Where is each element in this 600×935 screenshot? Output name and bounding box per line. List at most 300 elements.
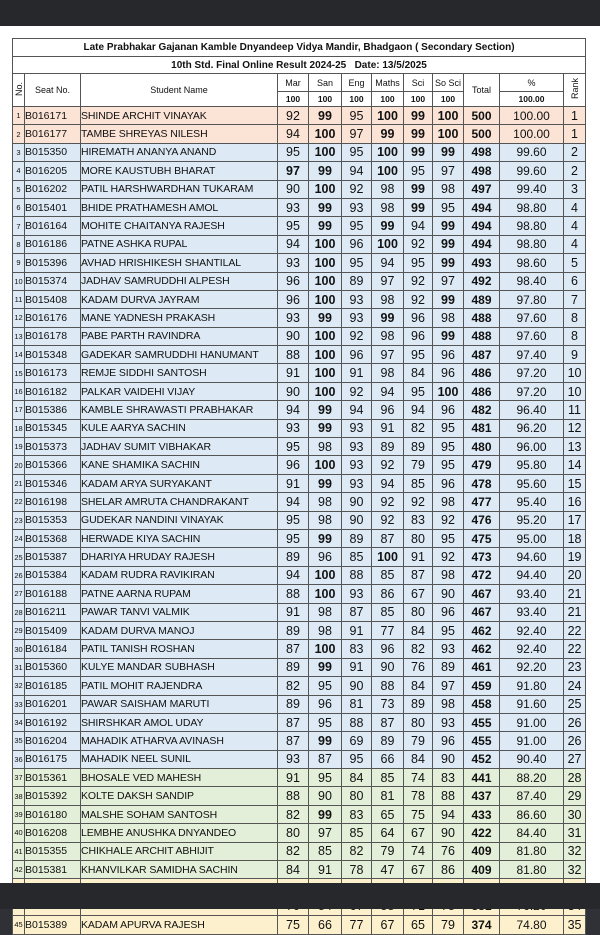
- cell-rank: 4: [564, 198, 586, 216]
- cell-mar: 88: [278, 346, 309, 364]
- cell-sosci: 100: [433, 382, 464, 400]
- cell-san: 98: [309, 621, 342, 639]
- cell-maths: 64: [372, 824, 404, 842]
- cell-eng: 95: [342, 107, 372, 125]
- cell-maths: 73: [372, 695, 404, 713]
- cell-san: 96: [309, 695, 342, 713]
- cell-san: 99: [309, 529, 342, 547]
- cell-sci: 91: [404, 548, 433, 566]
- cell-san: 100: [309, 143, 342, 161]
- cell-no: 42: [13, 861, 25, 879]
- cell-no: 24: [13, 529, 25, 547]
- table-row: [13, 677, 586, 695]
- cell-total: 478: [464, 474, 500, 492]
- cell-maths: 92: [372, 511, 404, 529]
- cell-maths: 96: [372, 401, 404, 419]
- cell-total: 409: [464, 842, 500, 860]
- cell-seat: B016184: [25, 640, 81, 658]
- cell-pct: 97.20: [500, 364, 564, 382]
- cell-pct: 96.40: [500, 401, 564, 419]
- cell-seat: B016185: [25, 677, 81, 695]
- cell-name: KADAM RUDRA RAVIKIRAN: [81, 566, 278, 584]
- cell-sosci: 96: [433, 346, 464, 364]
- cell-no: 28: [13, 603, 25, 621]
- cell-sosci: 95: [433, 419, 464, 437]
- cell-sosci: 90: [433, 824, 464, 842]
- cell-mar: 91: [278, 364, 309, 382]
- cell-san: 99: [309, 401, 342, 419]
- cell-eng: 85: [342, 824, 372, 842]
- cell-eng: 83: [342, 640, 372, 658]
- cell-mar: 94: [278, 566, 309, 584]
- cell-sci: 94: [404, 217, 433, 235]
- cell-seat: B015345: [25, 419, 81, 437]
- cell-total: 452: [464, 750, 500, 768]
- cell-san: 98: [309, 603, 342, 621]
- cell-no: 5: [13, 180, 25, 198]
- cell-pct: 98.80: [500, 217, 564, 235]
- cell-maths: 79: [372, 842, 404, 860]
- cell-mar: 96: [278, 456, 309, 474]
- cell-eng: 83: [342, 805, 372, 823]
- cell-sci: 95: [404, 254, 433, 272]
- cell-eng: 80: [342, 787, 372, 805]
- cell-eng: 96: [342, 346, 372, 364]
- cell-total: 462: [464, 640, 500, 658]
- cell-mar: 89: [278, 658, 309, 676]
- cell-sosci: 96: [433, 474, 464, 492]
- cell-pct: 90.40: [500, 750, 564, 768]
- cell-san: 99: [309, 474, 342, 492]
- cell-name: KULYE MANDAR SUBHASH: [81, 658, 278, 676]
- cell-pct: 87.40: [500, 787, 564, 805]
- cell-sci: 80: [404, 713, 433, 731]
- cell-sci: 84: [404, 364, 433, 382]
- cell-mar: 82: [278, 842, 309, 860]
- cell-seat: B015373: [25, 438, 81, 456]
- cell-no: 22: [13, 493, 25, 511]
- cell-sci: 67: [404, 585, 433, 603]
- cell-no: 4: [13, 162, 25, 180]
- cell-total: 467: [464, 585, 500, 603]
- cell-total: 461: [464, 658, 500, 676]
- cell-maths: 91: [372, 419, 404, 437]
- cell-pct: 99.60: [500, 143, 564, 161]
- cell-mar: 97: [278, 162, 309, 180]
- cell-pct: 100.00: [500, 107, 564, 125]
- cell-san: 98: [309, 438, 342, 456]
- cell-sosci: 97: [433, 677, 464, 695]
- cell-maths: 85: [372, 769, 404, 787]
- cell-name: PALKAR VAIDEHI VIJAY: [81, 382, 278, 400]
- cell-san: 90: [309, 787, 342, 805]
- cell-pct: 96.00: [500, 438, 564, 456]
- cell-san: 91: [309, 861, 342, 879]
- cell-san: 99: [309, 217, 342, 235]
- cell-no: 14: [13, 346, 25, 364]
- cell-san: 100: [309, 382, 342, 400]
- cell-no: 7: [13, 217, 25, 235]
- table-row: [13, 272, 586, 290]
- cell-rank: 22: [564, 640, 586, 658]
- cell-rank: 13: [564, 438, 586, 456]
- cell-mar: 88: [278, 585, 309, 603]
- cell-seat: B016180: [25, 805, 81, 823]
- cell-seat: B016186: [25, 235, 81, 253]
- cell-mar: 82: [278, 677, 309, 695]
- cell-san: 100: [309, 456, 342, 474]
- cell-mar: 93: [278, 750, 309, 768]
- cell-sci: 96: [404, 327, 433, 345]
- cell-sosci: 98: [433, 695, 464, 713]
- table-row: [13, 180, 586, 198]
- cell-mar: 94: [278, 493, 309, 511]
- cell-name: MOHITE CHAITANYA RAJESH: [81, 217, 278, 235]
- col-name-header: Student Name: [81, 74, 278, 107]
- cell-total: 494: [464, 217, 500, 235]
- cell-name: MANE YADNESH PRAKASH: [81, 309, 278, 327]
- cell-pct: 99.60: [500, 162, 564, 180]
- cell-sci: 80: [404, 529, 433, 547]
- cell-rank: 10: [564, 364, 586, 382]
- table-row: [13, 474, 586, 492]
- cell-name: KULE AARYA SACHIN: [81, 419, 278, 437]
- cell-mar: 95: [278, 438, 309, 456]
- cell-san: 85: [309, 842, 342, 860]
- cell-maths: 89: [372, 438, 404, 456]
- cell-seat: B015374: [25, 272, 81, 290]
- cell-total: 437: [464, 787, 500, 805]
- cell-seat: B015381: [25, 861, 81, 879]
- cell-name: MAHADIK NEEL SUNIL: [81, 750, 278, 768]
- cell-maths: 92: [372, 493, 404, 511]
- max-sci: 100: [404, 92, 433, 107]
- cell-rank: 14: [564, 456, 586, 474]
- cell-mar: 96: [278, 290, 309, 308]
- cell-name: JADHAV SAMRUDDHI ALPESH: [81, 272, 278, 290]
- result-table: [12, 38, 586, 935]
- cell-name: SHELAR AMRUTA CHANDRAKANT: [81, 493, 278, 511]
- cell-name: SHINDE ARCHIT VINAYAK: [81, 107, 278, 125]
- cell-total: 475: [464, 529, 500, 547]
- cell-mar: 95: [278, 529, 309, 547]
- cell-seat: B016208: [25, 824, 81, 842]
- cell-sci: 95: [404, 162, 433, 180]
- cell-pct: 97.40: [500, 346, 564, 364]
- cell-rank: 12: [564, 419, 586, 437]
- cell-sci: 99: [404, 107, 433, 125]
- cell-sosci: 97: [433, 272, 464, 290]
- cell-pct: 98.40: [500, 272, 564, 290]
- cell-maths: 100: [372, 235, 404, 253]
- max-mar: 100: [278, 92, 309, 107]
- cell-rank: 15: [564, 474, 586, 492]
- cell-sosci: 95: [433, 198, 464, 216]
- table-row: [13, 713, 586, 731]
- cell-rank: 2: [564, 143, 586, 161]
- cell-mar: 95: [278, 511, 309, 529]
- cell-name: MAHADIK ATHARVA AVINASH: [81, 732, 278, 750]
- cell-total: 458: [464, 695, 500, 713]
- result-sheet: [0, 26, 600, 932]
- cell-maths: 98: [372, 180, 404, 198]
- cell-rank: 16: [564, 493, 586, 511]
- cell-name: MALSHE SOHAM SANTOSH: [81, 805, 278, 823]
- cell-san: 99: [309, 658, 342, 676]
- cell-total: 482: [464, 401, 500, 419]
- cell-sci: 74: [404, 842, 433, 860]
- table-row: [13, 125, 586, 143]
- cell-eng: 93: [342, 456, 372, 474]
- cell-sci: 75: [404, 805, 433, 823]
- cell-rank: 3: [564, 180, 586, 198]
- cell-sosci: 89: [433, 658, 464, 676]
- cell-maths: 100: [372, 548, 404, 566]
- cell-rank: 35: [564, 916, 586, 934]
- cell-sci: 89: [404, 695, 433, 713]
- cell-pct: 84.40: [500, 824, 564, 842]
- cell-rank: 6: [564, 272, 586, 290]
- cell-eng: 88: [342, 566, 372, 584]
- cell-sosci: 95: [433, 529, 464, 547]
- cell-no: 15: [13, 364, 25, 382]
- cell-maths: 86: [372, 585, 404, 603]
- cell-sosci: 92: [433, 548, 464, 566]
- cell-no: 39: [13, 805, 25, 823]
- cell-name: KAMBLE SHRAWASTI PRABHAKAR: [81, 401, 278, 419]
- cell-no: 31: [13, 658, 25, 676]
- col-san-header: San: [309, 74, 342, 92]
- cell-maths: 98: [372, 290, 404, 308]
- cell-mar: 93: [278, 198, 309, 216]
- table-row: [13, 842, 586, 860]
- cell-pct: 94.60: [500, 548, 564, 566]
- cell-name: AVHAD HRISHIKESH SHANTILAL: [81, 254, 278, 272]
- cell-pct: 92.20: [500, 658, 564, 676]
- cell-mar: 91: [278, 474, 309, 492]
- cell-no: 40: [13, 824, 25, 842]
- cell-sosci: 95: [433, 456, 464, 474]
- cell-sosci: 98: [433, 493, 464, 511]
- cell-sosci: 96: [433, 364, 464, 382]
- cell-total: 455: [464, 732, 500, 750]
- cell-sci: 95: [404, 346, 433, 364]
- cell-name: BHIDE PRATHAMESH AMOL: [81, 198, 278, 216]
- cell-total: 497: [464, 180, 500, 198]
- viewer-top-bar: [0, 0, 600, 26]
- cell-maths: 65: [372, 805, 404, 823]
- cell-san: 100: [309, 235, 342, 253]
- cell-total: 500: [464, 107, 500, 125]
- cell-name: KADAM DURVA JAYRAM: [81, 290, 278, 308]
- cell-maths: 94: [372, 474, 404, 492]
- table-row: [13, 493, 586, 511]
- max-sosci: 100: [433, 92, 464, 107]
- cell-pct: 91.00: [500, 732, 564, 750]
- cell-no: 18: [13, 419, 25, 437]
- cell-total: 473: [464, 548, 500, 566]
- cell-rank: 32: [564, 861, 586, 879]
- cell-name: REMJE SIDDHI SANTOSH: [81, 364, 278, 382]
- cell-seat: B015387: [25, 548, 81, 566]
- table-row: [13, 861, 586, 879]
- cell-sosci: 98: [433, 180, 464, 198]
- cell-mar: 90: [278, 327, 309, 345]
- cell-sci: 99: [404, 198, 433, 216]
- cell-no: 12: [13, 309, 25, 327]
- cell-seat: B016175: [25, 750, 81, 768]
- cell-total: 486: [464, 382, 500, 400]
- table-row: [13, 805, 586, 823]
- cell-pct: 94.40: [500, 566, 564, 584]
- cell-eng: 85: [342, 548, 372, 566]
- cell-rank: 2: [564, 162, 586, 180]
- cell-san: 99: [309, 419, 342, 437]
- cell-sosci: 100: [433, 125, 464, 143]
- cell-seat: B016164: [25, 217, 81, 235]
- cell-rank: 28: [564, 769, 586, 787]
- cell-mar: 82: [278, 805, 309, 823]
- cell-eng: 93: [342, 198, 372, 216]
- cell-sosci: 90: [433, 750, 464, 768]
- cell-eng: 89: [342, 272, 372, 290]
- cell-rank: 26: [564, 732, 586, 750]
- cell-rank: 9: [564, 346, 586, 364]
- cell-eng: 91: [342, 658, 372, 676]
- cell-rank: 21: [564, 585, 586, 603]
- cell-eng: 96: [342, 235, 372, 253]
- table-row: [13, 309, 586, 327]
- cell-pct: 81.80: [500, 861, 564, 879]
- max-pct: 100.00: [500, 92, 564, 107]
- cell-san: 100: [309, 290, 342, 308]
- cell-sosci: 93: [433, 713, 464, 731]
- cell-total: 487: [464, 346, 500, 364]
- cell-maths: 85: [372, 566, 404, 584]
- col-pct-header: %: [500, 74, 564, 92]
- cell-sosci: 99: [433, 217, 464, 235]
- cell-sosci: 96: [433, 401, 464, 419]
- cell-pct: 92.40: [500, 640, 564, 658]
- cell-name: BHOSALE VED MAHESH: [81, 769, 278, 787]
- table-row: [13, 511, 586, 529]
- cell-maths: 100: [372, 107, 404, 125]
- cell-san: 99: [309, 107, 342, 125]
- cell-rank: 25: [564, 695, 586, 713]
- cell-total: 500: [464, 125, 500, 143]
- cell-san: 95: [309, 713, 342, 731]
- cell-sosci: 86: [433, 861, 464, 879]
- cell-sci: 84: [404, 677, 433, 695]
- cell-maths: 89: [372, 732, 404, 750]
- cell-san: 98: [309, 511, 342, 529]
- cell-seat: B016178: [25, 327, 81, 345]
- cell-pct: 95.00: [500, 529, 564, 547]
- cell-total: 455: [464, 713, 500, 731]
- cell-seat: B016211: [25, 603, 81, 621]
- cell-sosci: 88: [433, 787, 464, 805]
- cell-eng: 92: [342, 180, 372, 198]
- cell-total: 486: [464, 364, 500, 382]
- cell-sci: 76: [404, 658, 433, 676]
- cell-sosci: 98: [433, 309, 464, 327]
- cell-san: 99: [309, 162, 342, 180]
- cell-seat: B016176: [25, 309, 81, 327]
- cell-seat: B015346: [25, 474, 81, 492]
- cell-rank: 27: [564, 750, 586, 768]
- cell-pct: 86.60: [500, 805, 564, 823]
- cell-eng: 77: [342, 916, 372, 934]
- cell-eng: 90: [342, 511, 372, 529]
- cell-rank: 4: [564, 217, 586, 235]
- cell-eng: 92: [342, 382, 372, 400]
- cell-seat: B015384: [25, 566, 81, 584]
- exam-name: 10th Std. Final Online Result 2024-25: [171, 59, 347, 71]
- cell-eng: 89: [342, 529, 372, 547]
- cell-name: DHARIYA HRUDAY RAJESH: [81, 548, 278, 566]
- cell-maths: 94: [372, 254, 404, 272]
- table-row: [13, 107, 586, 125]
- cell-seat: B015401: [25, 198, 81, 216]
- cell-total: 498: [464, 143, 500, 161]
- cell-total: 494: [464, 198, 500, 216]
- exam-date: Date: 13/5/2025: [354, 59, 427, 71]
- cell-total: 477: [464, 493, 500, 511]
- cell-mar: 87: [278, 732, 309, 750]
- cell-san: 99: [309, 805, 342, 823]
- cell-no: 1: [13, 107, 25, 125]
- max-eng: 100: [342, 92, 372, 107]
- table-row: [13, 401, 586, 419]
- cell-pct: 97.60: [500, 327, 564, 345]
- cell-sci: 80: [404, 603, 433, 621]
- cell-maths: 90: [372, 658, 404, 676]
- table-row: [13, 235, 586, 253]
- cell-san: 100: [309, 125, 342, 143]
- cell-seat: B015350: [25, 143, 81, 161]
- max-maths: 100: [372, 92, 404, 107]
- cell-sosci: 99: [433, 254, 464, 272]
- cell-no: 45: [13, 916, 25, 934]
- cell-no: 8: [13, 235, 25, 253]
- cell-pct: 91.80: [500, 677, 564, 695]
- cell-pct: 99.40: [500, 180, 564, 198]
- cell-pct: 74.80: [500, 916, 564, 934]
- cell-pct: 97.60: [500, 309, 564, 327]
- cell-rank: 29: [564, 787, 586, 805]
- cell-rank: 30: [564, 805, 586, 823]
- cell-sci: 84: [404, 621, 433, 639]
- table-row: [13, 419, 586, 437]
- cell-eng: 94: [342, 162, 372, 180]
- cell-pct: 91.60: [500, 695, 564, 713]
- table-row: [13, 621, 586, 639]
- cell-seat: B015396: [25, 254, 81, 272]
- cell-name: KANE SHAMIKA SACHIN: [81, 456, 278, 474]
- cell-seat: B016171: [25, 107, 81, 125]
- cell-pct: 97.20: [500, 382, 564, 400]
- cell-san: 99: [309, 732, 342, 750]
- cell-san: 100: [309, 364, 342, 382]
- cell-sci: 83: [404, 511, 433, 529]
- cell-name: JADHAV SUMIT VIBHAKAR: [81, 438, 278, 456]
- cell-seat: B016204: [25, 732, 81, 750]
- cell-mar: 90: [278, 180, 309, 198]
- cell-sci: 99: [404, 180, 433, 198]
- cell-no: 25: [13, 548, 25, 566]
- cell-pct: 93.40: [500, 603, 564, 621]
- cell-pct: 98.60: [500, 254, 564, 272]
